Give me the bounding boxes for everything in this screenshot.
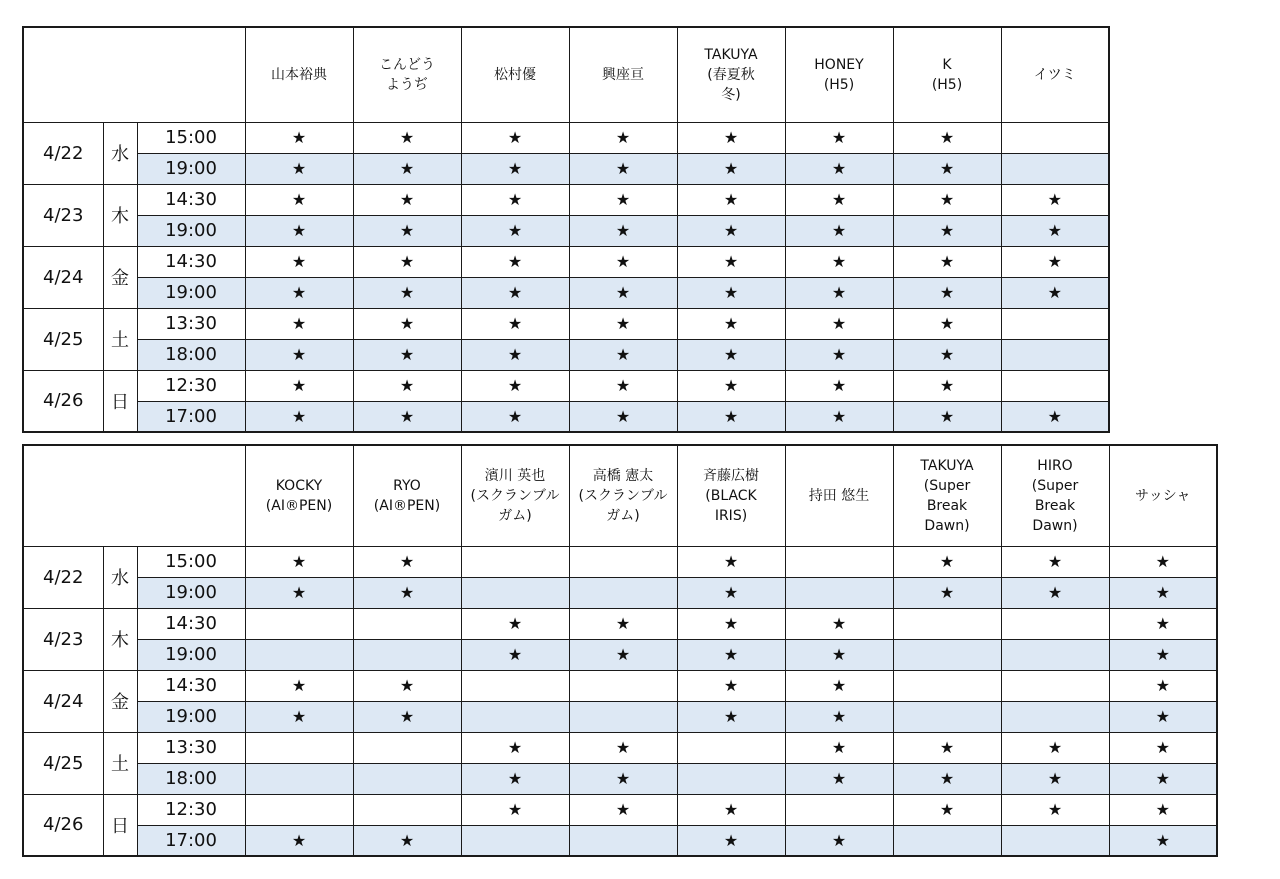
star-mark: ★ [785, 825, 893, 856]
star-mark: ★ [245, 401, 353, 432]
star-mark: ★ [353, 825, 461, 856]
star-mark: ★ [1109, 546, 1217, 577]
star-mark: ★ [353, 577, 461, 608]
star-mark: ★ [893, 339, 1001, 370]
star-mark: ★ [245, 122, 353, 153]
star-mark: ★ [893, 153, 1001, 184]
star-mark: ★ [677, 184, 785, 215]
weekday-cell: 金 [103, 670, 137, 732]
star-mark: ★ [1109, 608, 1217, 639]
star-mark: ★ [677, 122, 785, 153]
star-mark: ★ [1109, 794, 1217, 825]
schedule-row [23, 670, 1217, 701]
star-mark: ★ [353, 122, 461, 153]
empty-cell [893, 701, 1001, 732]
star-mark: ★ [245, 184, 353, 215]
star-mark: ★ [893, 732, 1001, 763]
star-mark: ★ [461, 122, 569, 153]
star-mark: ★ [569, 794, 677, 825]
star-mark: ★ [353, 370, 461, 401]
star-mark: ★ [353, 215, 461, 246]
star-mark: ★ [677, 246, 785, 277]
header-row [23, 27, 1109, 122]
star-mark: ★ [677, 825, 785, 856]
star-mark: ★ [569, 215, 677, 246]
empty-cell [353, 608, 461, 639]
performer-header: RYO (AI®PEN) [353, 445, 461, 546]
star-mark: ★ [893, 546, 1001, 577]
time-cell: 18:00 [137, 339, 245, 370]
star-mark: ★ [677, 701, 785, 732]
star-mark: ★ [1109, 577, 1217, 608]
star-mark: ★ [461, 277, 569, 308]
empty-cell [353, 732, 461, 763]
empty-cell [461, 546, 569, 577]
star-mark: ★ [893, 184, 1001, 215]
empty-cell [893, 825, 1001, 856]
schedule-row [23, 763, 1217, 794]
star-mark: ★ [245, 370, 353, 401]
star-mark: ★ [353, 246, 461, 277]
star-mark: ★ [353, 670, 461, 701]
empty-cell [353, 794, 461, 825]
time-cell: 19:00 [137, 153, 245, 184]
weekday-cell: 水 [103, 122, 137, 184]
star-mark: ★ [1109, 825, 1217, 856]
weekday-cell: 日 [103, 794, 137, 856]
star-mark: ★ [785, 401, 893, 432]
schedule-row [23, 153, 1109, 184]
star-mark: ★ [677, 608, 785, 639]
weekday-cell: 土 [103, 732, 137, 794]
schedule-row [23, 701, 1217, 732]
star-mark: ★ [1001, 794, 1109, 825]
star-mark: ★ [353, 277, 461, 308]
schedule-row [23, 370, 1109, 401]
empty-cell [893, 670, 1001, 701]
star-mark: ★ [893, 122, 1001, 153]
performer-header: KOCKY (AI®PEN) [245, 445, 353, 546]
schedule-row [23, 246, 1109, 277]
empty-cell [1001, 153, 1109, 184]
star-mark: ★ [893, 246, 1001, 277]
star-mark: ★ [569, 339, 677, 370]
star-mark: ★ [677, 639, 785, 670]
star-mark: ★ [1001, 246, 1109, 277]
star-mark: ★ [461, 184, 569, 215]
time-cell: 19:00 [137, 215, 245, 246]
star-mark: ★ [1001, 277, 1109, 308]
header-corner-cell [23, 27, 245, 122]
time-cell: 12:30 [137, 794, 245, 825]
star-mark: ★ [461, 763, 569, 794]
performer-header: 山本裕典 [245, 27, 353, 122]
star-mark: ★ [1001, 732, 1109, 763]
empty-cell [785, 577, 893, 608]
star-mark: ★ [461, 794, 569, 825]
star-mark: ★ [893, 370, 1001, 401]
star-mark: ★ [677, 401, 785, 432]
time-cell: 17:00 [137, 825, 245, 856]
star-mark: ★ [677, 670, 785, 701]
star-mark: ★ [1109, 701, 1217, 732]
performer-header: 興座亘 [569, 27, 677, 122]
star-mark: ★ [893, 401, 1001, 432]
star-mark: ★ [569, 608, 677, 639]
star-mark: ★ [353, 339, 461, 370]
empty-cell [569, 546, 677, 577]
star-mark: ★ [461, 608, 569, 639]
empty-cell [353, 639, 461, 670]
performer-header: サッシャ [1109, 445, 1217, 546]
empty-cell [1001, 122, 1109, 153]
star-mark: ★ [1001, 546, 1109, 577]
star-mark: ★ [569, 246, 677, 277]
performer-header: HONEY (H5) [785, 27, 893, 122]
star-mark: ★ [569, 370, 677, 401]
star-mark: ★ [569, 401, 677, 432]
empty-cell [569, 577, 677, 608]
weekday-cell: 日 [103, 370, 137, 432]
star-mark: ★ [245, 308, 353, 339]
star-mark: ★ [245, 670, 353, 701]
empty-cell [461, 701, 569, 732]
star-mark: ★ [785, 608, 893, 639]
empty-cell [569, 701, 677, 732]
star-mark: ★ [353, 153, 461, 184]
performer-header: TAKUYA (Super Break Dawn) [893, 445, 1001, 546]
star-mark: ★ [245, 701, 353, 732]
star-mark: ★ [785, 763, 893, 794]
empty-cell [677, 732, 785, 763]
header-row [23, 445, 1217, 546]
schedule-row [23, 825, 1217, 856]
empty-cell [1001, 308, 1109, 339]
star-mark: ★ [461, 246, 569, 277]
star-mark: ★ [1001, 577, 1109, 608]
star-mark: ★ [569, 763, 677, 794]
weekday-cell: 水 [103, 546, 137, 608]
empty-cell [461, 825, 569, 856]
schedule-row [23, 122, 1109, 153]
empty-cell [1001, 608, 1109, 639]
empty-cell [1001, 339, 1109, 370]
star-mark: ★ [569, 153, 677, 184]
time-cell: 19:00 [137, 577, 245, 608]
star-mark: ★ [245, 339, 353, 370]
star-mark: ★ [569, 184, 677, 215]
star-mark: ★ [1001, 401, 1109, 432]
star-mark: ★ [353, 701, 461, 732]
empty-cell [461, 670, 569, 701]
star-mark: ★ [461, 215, 569, 246]
empty-cell [893, 608, 1001, 639]
schedule-row [23, 608, 1217, 639]
date-cell: 4/24 [23, 670, 103, 732]
empty-cell [893, 639, 1001, 670]
schedule-row [23, 639, 1217, 670]
time-cell: 18:00 [137, 763, 245, 794]
schedule-table-2 [22, 444, 1218, 857]
star-mark: ★ [677, 277, 785, 308]
schedule-row [23, 401, 1109, 432]
time-cell: 19:00 [137, 639, 245, 670]
empty-cell [677, 763, 785, 794]
schedule-row [23, 577, 1217, 608]
weekday-cell: 金 [103, 246, 137, 308]
date-cell: 4/24 [23, 246, 103, 308]
date-cell: 4/22 [23, 122, 103, 184]
star-mark: ★ [1109, 763, 1217, 794]
star-mark: ★ [893, 277, 1001, 308]
star-mark: ★ [893, 763, 1001, 794]
time-cell: 14:30 [137, 608, 245, 639]
star-mark: ★ [677, 577, 785, 608]
time-cell: 13:30 [137, 308, 245, 339]
star-mark: ★ [245, 215, 353, 246]
weekday-cell: 土 [103, 308, 137, 370]
star-mark: ★ [353, 308, 461, 339]
empty-cell [1001, 701, 1109, 732]
star-mark: ★ [893, 215, 1001, 246]
star-mark: ★ [677, 153, 785, 184]
star-mark: ★ [353, 401, 461, 432]
empty-cell [245, 763, 353, 794]
star-mark: ★ [785, 184, 893, 215]
empty-cell [461, 577, 569, 608]
star-mark: ★ [677, 794, 785, 825]
star-mark: ★ [677, 215, 785, 246]
time-cell: 15:00 [137, 546, 245, 577]
empty-cell [785, 794, 893, 825]
star-mark: ★ [569, 732, 677, 763]
date-cell: 4/26 [23, 794, 103, 856]
star-mark: ★ [1001, 763, 1109, 794]
time-cell: 17:00 [137, 401, 245, 432]
star-mark: ★ [245, 153, 353, 184]
star-mark: ★ [353, 546, 461, 577]
weekday-cell: 木 [103, 608, 137, 670]
date-cell: 4/23 [23, 608, 103, 670]
star-mark: ★ [461, 370, 569, 401]
star-mark: ★ [461, 732, 569, 763]
star-mark: ★ [677, 308, 785, 339]
date-cell: 4/23 [23, 184, 103, 246]
star-mark: ★ [785, 122, 893, 153]
star-mark: ★ [785, 639, 893, 670]
schedule-table-1 [22, 26, 1110, 433]
star-mark: ★ [569, 277, 677, 308]
star-mark: ★ [353, 184, 461, 215]
star-mark: ★ [461, 339, 569, 370]
empty-cell [245, 732, 353, 763]
schedule-row [23, 794, 1217, 825]
performer-header: TAKUYA (春夏秋 冬) [677, 27, 785, 122]
empty-cell [1001, 370, 1109, 401]
star-mark: ★ [569, 639, 677, 670]
star-mark: ★ [245, 825, 353, 856]
star-mark: ★ [785, 277, 893, 308]
star-mark: ★ [461, 153, 569, 184]
time-cell: 19:00 [137, 277, 245, 308]
star-mark: ★ [785, 732, 893, 763]
star-mark: ★ [461, 639, 569, 670]
star-mark: ★ [785, 339, 893, 370]
star-mark: ★ [245, 546, 353, 577]
header-corner-cell [23, 445, 245, 546]
date-cell: 4/25 [23, 732, 103, 794]
star-mark: ★ [245, 277, 353, 308]
star-mark: ★ [1109, 639, 1217, 670]
performer-header: K (H5) [893, 27, 1001, 122]
performer-header: 濱川 英也 (スクランブル ガム) [461, 445, 569, 546]
empty-cell [1001, 639, 1109, 670]
time-cell: 14:30 [137, 246, 245, 277]
time-cell: 14:30 [137, 184, 245, 215]
performer-header: 斉藤広樹 (BLACK IRIS) [677, 445, 785, 546]
date-cell: 4/25 [23, 308, 103, 370]
schedule-row [23, 339, 1109, 370]
schedule-row [23, 546, 1217, 577]
star-mark: ★ [893, 794, 1001, 825]
schedule-row [23, 277, 1109, 308]
empty-cell [569, 670, 677, 701]
star-mark: ★ [461, 308, 569, 339]
performer-header: 松村優 [461, 27, 569, 122]
star-mark: ★ [893, 577, 1001, 608]
performer-header: 高橋 憲太 (スクランブル ガム) [569, 445, 677, 546]
empty-cell [1001, 670, 1109, 701]
performer-header: こんどう ようぢ [353, 27, 461, 122]
empty-cell [245, 639, 353, 670]
star-mark: ★ [677, 339, 785, 370]
star-mark: ★ [785, 670, 893, 701]
weekday-cell: 木 [103, 184, 137, 246]
star-mark: ★ [677, 546, 785, 577]
star-mark: ★ [785, 215, 893, 246]
schedule-row [23, 215, 1109, 246]
time-cell: 14:30 [137, 670, 245, 701]
star-mark: ★ [1109, 732, 1217, 763]
star-mark: ★ [461, 401, 569, 432]
star-mark: ★ [785, 308, 893, 339]
star-mark: ★ [569, 308, 677, 339]
empty-cell [569, 825, 677, 856]
performer-header: 持田 悠生 [785, 445, 893, 546]
star-mark: ★ [785, 701, 893, 732]
star-mark: ★ [893, 308, 1001, 339]
star-mark: ★ [677, 370, 785, 401]
empty-cell [1001, 825, 1109, 856]
schedule-row [23, 308, 1109, 339]
date-cell: 4/26 [23, 370, 103, 432]
star-mark: ★ [785, 153, 893, 184]
star-mark: ★ [245, 246, 353, 277]
star-mark: ★ [785, 246, 893, 277]
star-mark: ★ [1109, 670, 1217, 701]
empty-cell [245, 794, 353, 825]
star-mark: ★ [1001, 215, 1109, 246]
star-mark: ★ [1001, 184, 1109, 215]
time-cell: 19:00 [137, 701, 245, 732]
time-cell: 15:00 [137, 122, 245, 153]
empty-cell [785, 546, 893, 577]
time-cell: 13:30 [137, 732, 245, 763]
schedule-row [23, 184, 1109, 215]
date-cell: 4/22 [23, 546, 103, 608]
time-cell: 12:30 [137, 370, 245, 401]
performer-header: イツミ [1001, 27, 1109, 122]
star-mark: ★ [569, 122, 677, 153]
performer-header: HIRO (Super Break Dawn) [1001, 445, 1109, 546]
empty-cell [353, 763, 461, 794]
empty-cell [245, 608, 353, 639]
schedule-row [23, 732, 1217, 763]
star-mark: ★ [785, 370, 893, 401]
star-mark: ★ [245, 577, 353, 608]
